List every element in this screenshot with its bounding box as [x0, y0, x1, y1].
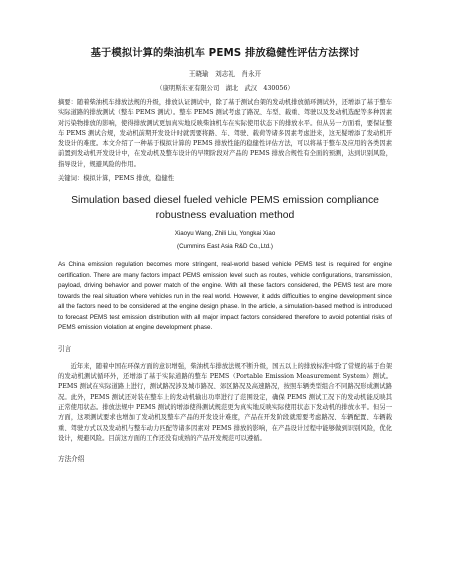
affiliation-cn: （康明斯东亚有限公司 湖北 武汉 430056）	[156, 85, 294, 92]
abstract-label-cn: 摘要：	[58, 99, 77, 106]
abstract-cn	[58, 98, 392, 170]
authors-en: Xiaoyu Wang, Zhili Liu, Yongkai Xiao	[174, 230, 276, 238]
section-heading-intro: 引言	[58, 344, 72, 353]
authors-cn: 王晓瑜 刘志礼 肖永开	[188, 70, 262, 78]
affiliation-en: (Cummins East Asia R&D Co.,Ltd.)	[177, 243, 273, 251]
abstract-en: As China emission regulation becomes more stringent, real-world based vehicle PEMS test is required for engine certification. There are many factors impact PEMS emission level such as routes, vehicle configurations, transmission, payload, driving behavior and power match of the engine. With all these factors considered, the PEMS test are more towards the real situation where vehicles run in the real world. However, it adds difficulties to engine development since all the factors need to be considered at the engine design phase. In the article, a simulation-based method is introduced to forecast PEMS test emission distribution with all major impact factors considered therefore to avoid potential risks of PEMS emission violation at engine development phase.	[58, 261, 392, 332]
keywords-text-cn: 模拟计算，PEMS 排放，稳健性	[83, 175, 175, 183]
paper-title-cn: 基于模拟计算的柴油机车 PEMS 排放稳健性评估方法探讨	[90, 47, 360, 59]
keywords-label-cn: 关键词：	[58, 175, 84, 183]
paper-title-en: Simulation based diesel fueled vehicle PEMS emission compliance robustness evaluation method	[71, 195, 379, 222]
intro-paragraph: 近年来，随着中国在环保方面的意识增强，柴油机车排放法规不断升级，国五以上的排放标准中除了常规的基于台架的发动机测试循环外，还增添了基于实际道路的整车 PEMS（Portable Emission Measurement System）测试。PEMS 测试在实际道路上进行，测试路况涉及城市路况、郊区路况及高速路况，按照车辆类型组合不同路况形成测试路况。此外，PEMS 测试还对装在整车上的发动机输出功率进行了范围设定，确保 PEMS 测试工况下的发动机能反映其正常使用状态。排放法规中 PEMS 测试的增添使得测试规范更为真实地反映实际使用状态下发动机的排放水平。但另一方面，这项测试要求也增加了发动机及整车产品的开发设计难度，产品在开发阶段就需要考虑路况、车辆配置、车辆载重、驾驶方式以及发动机与整车动力匹配等诸多因素对 PEMS 排放的影响，在产品设计过程中能够做到识别风险，优化设计，规避风险。目前这方面的工作还没有成熟的产品开发规范可以遵循。	[58, 362, 392, 442]
keywords-cn	[58, 174, 392, 184]
section-heading-method: 方法介绍	[58, 455, 85, 464]
abstract-text-cn: 随着柴油机车排放法规的升级，排放认证测试中，除了基于测试台架的发动机排放循环测试外，还增添了基于整车实际道路的排放测试（整车 PEMS 测试）。整车 PEMS 测试考虑了路况、车型、载重、驾驶以及发动机选配等多种因素对污染物排放的影响，使得排放测试更加真实地反映柴油机车在实际使用状态下的排放水平。但从另一方面看，要保证整车 PEMS 测试合规，发动机前期开发设计时就需要将路、车、驾驶、载荷等诸多因素考虑进来，这无疑增添了发动机开发设计的难度。本文介绍了一种基于模拟计算的 PEMS 排放性能的稳健性评估方法，可以将基于整车及应用的各类因素前置到发动机开发设计中，在发动机及整车设计的早期阶段对产品的 PEMS 排放合规性有全面的预测，达到识别风险，指导设计，规避风险的作用。	[58, 99, 393, 168]
